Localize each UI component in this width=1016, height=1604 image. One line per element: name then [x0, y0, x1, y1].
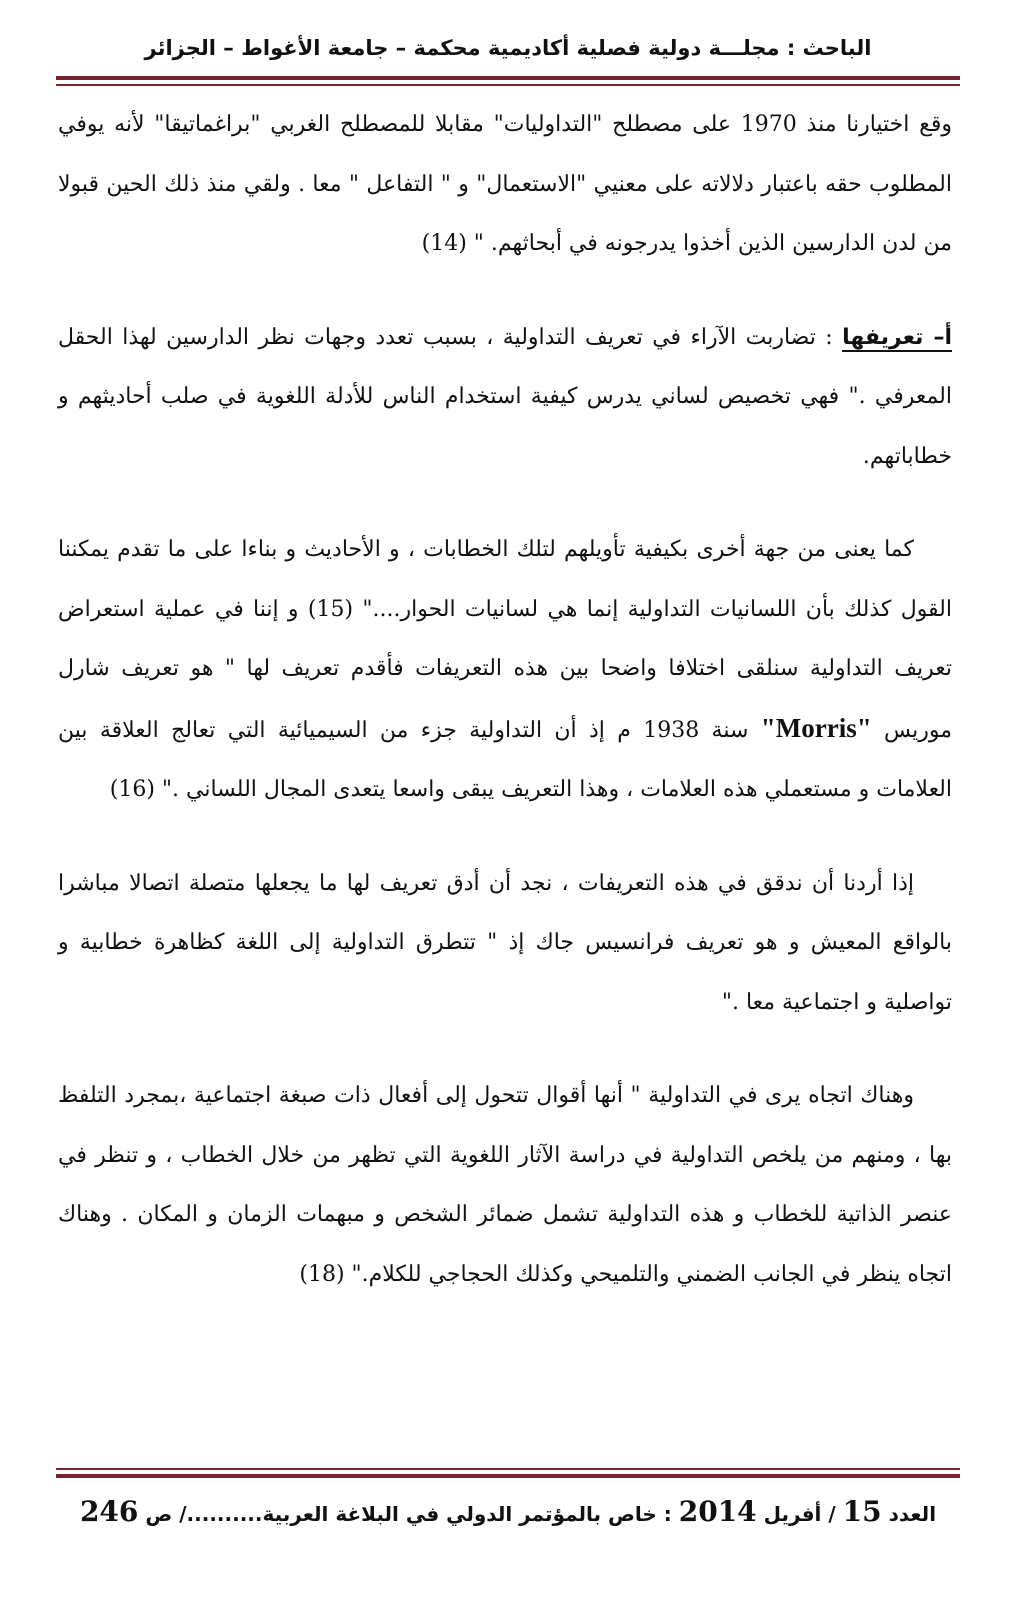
issue-description: : خاص بالمؤتمر الدولي في البلاغة العربية........../ ص — [138, 1502, 679, 1526]
footer-separator: / — [821, 1502, 843, 1526]
latin-name: "Morris" — [760, 712, 872, 743]
running-header: الباحث : مجلـــة دولية فصلية أكاديمية محكمة – جامعة الأغواط – الجزائر — [144, 36, 872, 60]
issue-year: 2014 — [678, 1495, 757, 1528]
issue-month: أفريل — [763, 1502, 822, 1526]
section-heading: أ– تعريفها — [842, 324, 952, 350]
paragraph-1: وقع اختيارنا منذ 1970 على مصطلح "التداوليات" مقابلا للمصطلح الغربي "براغماتيقا" لأنه يوفي المطلوب حقه باعتبار دلالاته على معنيي "الاستعمال" و " التفاعل " معا . ولقي منذ ذلك الحين قبولا من لدن الدارسين الذين أخذوا يدرجونه في أبحاثهم. " (14) — [58, 112, 952, 256]
paragraph-5: وهناك اتجاه يرى في التداولية " أنها أقوال تتحول إلى أفعال ذات صبغة اجتماعية ،بمجرد التلفظ بها ، ومنهم من يلخص التداولية في دراسة الآثار اللغوية التي تظهر من خلال الخطاب ، و تنظر في عنصر الذاتية للخطاب و هذه التداولية تشمل ضمائر الشخص و مبهمات الزمان و المكان . وهناك اتجاه ينظر في الجانب الضمني والتلميحي وكذلك الحجاجي للكلام." (18) — [58, 1083, 952, 1287]
article-body — [58, 95, 952, 1304]
paragraph-4: إذا أردنا أن ندقق في هذه التعريفات ، نجد أن أدق تعريف لها ما يجعلها متصلة اتصالا مباشرا بالواقع المعيش و هو تعريف فرانسيس جاك إذ " تتطرق التداولية إلى اللغة كظاهرة خطابية و تواصلية و اجتماعية معا ." — [58, 870, 952, 1015]
paragraph-3-text-b: سنة 1938 م إذ أن التداولية جزء من السيميائية التي تعالج العلاقة بين العلامات و مستعملي هذه العلامات ، وهذا التعريف يبقى واسعا يتعدى المجال اللساني ." (16) — [58, 717, 952, 802]
page-footer — [60, 1488, 956, 1536]
paragraph-3-text-a: كما يعنى من جهة أخرى بكيفية تأويلهم لتلك الخطابات ، و الأحاديث و بناءا على ما تقدم يمكننا القول كذلك بأن اللسانيات التداولية إنما هي لسانيات الحوار...." (15) و إننا في عملية استعراض تعريف التداولية سنلقى اختلافا واضحا بين هذه التعريفات فأقدم تعريف لها " هو تعريف شارل موريس — [58, 537, 952, 743]
issue-label: العدد — [888, 1502, 937, 1526]
header-rule-thick — [56, 76, 960, 80]
issue-number: 15 — [842, 1495, 882, 1528]
paragraph-2-text: : تضاربت الآراء في تعريف التداولية ، بسبب تعدد وجهات نظر الدارسين لهذا الحقل المعرفي ." فهي تخصيص لساني يدرس كيفية استخدام الناس للأدلة اللغوية في صلب أحاديثهم و خطاباتهم. — [58, 324, 952, 469]
page-number: 246 — [79, 1495, 139, 1528]
footer-rule-thick — [56, 1474, 960, 1478]
paragraph-3 — [58, 520, 952, 820]
header-rule-thin — [56, 84, 960, 86]
footer-rule-thin — [56, 1468, 960, 1470]
paragraph-2 — [58, 308, 952, 487]
